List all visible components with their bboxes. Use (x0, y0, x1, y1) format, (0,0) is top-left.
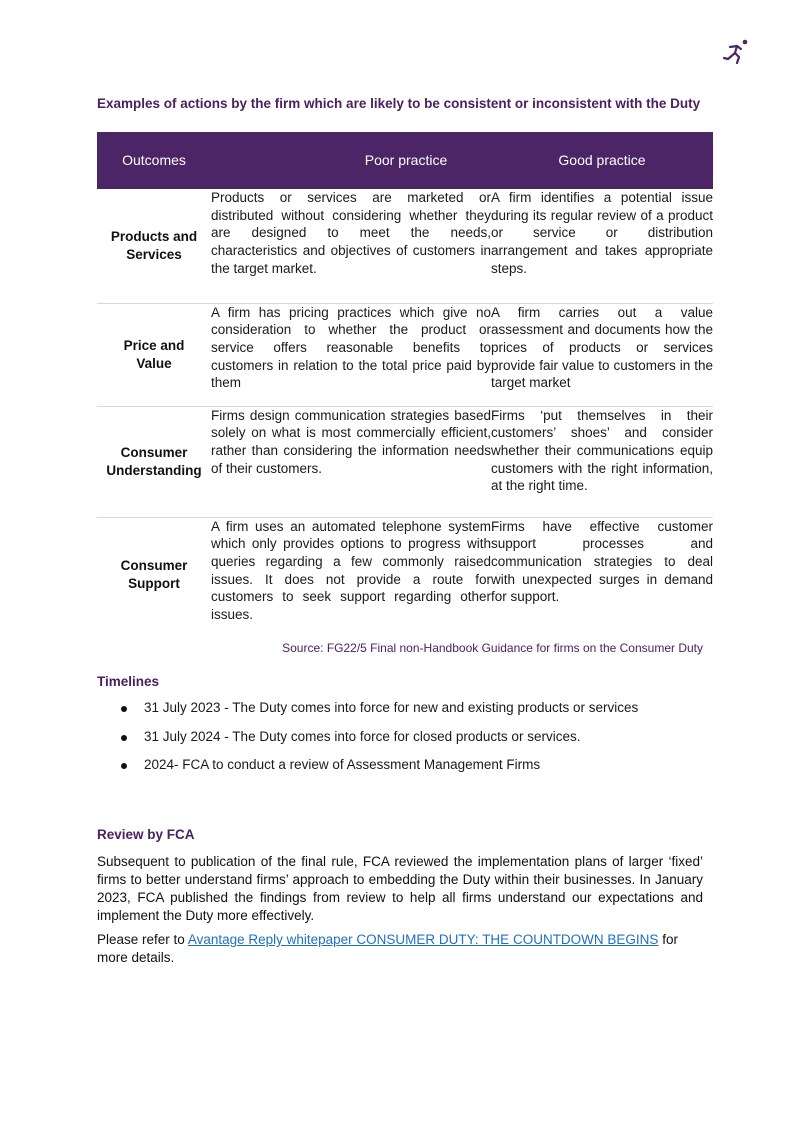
refer-paragraph (97, 931, 703, 967)
header-outcomes: Outcomes (97, 132, 211, 189)
table-title: Examples of actions by the firm which are likely to be consistent or inconsistent with the Duty (97, 96, 701, 111)
brand-logo-icon (722, 38, 750, 64)
list-item (97, 751, 638, 780)
poor-practice-cell (211, 517, 491, 632)
poor-practice-cell (211, 189, 491, 303)
timelines-heading: Timelines (97, 674, 160, 689)
review-paragraph: Subsequent to publication of the final rule, FCA reviewed the implementation plans of larger ‘fixed’ firms to better understand firms’ approach to embedding the Duty within their businesses. In January 2023, FCA published the findings from review to help all firms understand our expectations and implement the Duty more effectively. (97, 854, 703, 923)
good-practice-cell (491, 303, 713, 406)
table-row (97, 189, 713, 303)
whitepaper-link[interactable]: Avantage Reply whitepaper CONSUMER DUTY: THE COUNTDOWN BEGINS (187, 932, 659, 947)
timeline-text: 31 July 2023 - The Duty comes into force for new and existing products or services (144, 700, 639, 715)
outcome-cell (97, 517, 211, 632)
bullet-icon (121, 735, 127, 741)
table-row (97, 303, 713, 406)
bullet-icon (121, 706, 127, 712)
poor-practice-text: Products or services are marketed or distributed without considering whether they are designed to meet the needs, characteristics and objectives of customers in the target market. (211, 190, 491, 276)
header-good-practice: Good practice (491, 132, 713, 189)
refer-prefix: Please refer to (97, 932, 188, 947)
refer-suffix: for more details. (97, 932, 678, 965)
outcome-cell (97, 189, 211, 303)
good-practice-text: Firms ‘put themselves in their customers’ shoes’ and consider whether their communications equip customers with the right information, at the right time. (491, 407, 713, 494)
poor-practice-text: A firm uses an automated telephone system which only provides options to progress with queries regarding a few commonly raised issues. It does not provide a route for customers to seek support regarding other issues. (211, 518, 491, 623)
good-practice-cell (491, 406, 713, 517)
header-poor-practice: Poor practice (211, 132, 491, 189)
bullet-icon (121, 763, 127, 769)
table-source-note: Source: FG22/5 Final non-Handbook Guidance for firms on the Consumer Duty (282, 641, 703, 655)
poor-practice-text: A firm has pricing practices which give no consideration to whether the product or service offers reasonable benefits to customers in relation to the total price paid by them (211, 304, 491, 391)
list-item (97, 694, 638, 723)
good-practice-cell (491, 189, 713, 303)
timeline-text: 31 July 2024 - The Duty comes into force for closed products or services. (144, 728, 581, 744)
good-practice-text: Firms have effective customer support processes and communication strategies to deal with unexpected surges in demand for support. (491, 518, 713, 605)
list-item (97, 723, 638, 752)
outcome-cell (97, 303, 211, 406)
table-row (97, 517, 713, 632)
good-practice-cell (491, 517, 713, 632)
good-practice-text: A firm carries out a value assessment and documents how the prices of products or services provide fair value to customers in the target market (491, 304, 713, 391)
table-row (97, 406, 713, 517)
outcome-label: Consumer Support (120, 558, 188, 591)
outcome-label: Consumer Understanding (106, 444, 202, 478)
practice-table (97, 132, 713, 632)
table-header-row (97, 132, 713, 189)
outcome-label: Price and Value (123, 337, 185, 371)
poor-practice-cell (211, 406, 491, 517)
timeline-text: 2024- FCA to conduct a review of Assessment Management Firms (144, 757, 541, 773)
review-heading: Review by FCA (97, 827, 195, 842)
poor-practice-cell (211, 303, 491, 406)
outcome-cell (97, 406, 211, 517)
good-practice-text: A firm identifies a potential issue during its regular review of a product or service or distribution arrangement and takes appropriate steps. (491, 190, 713, 276)
outcome-label: Products and Services (110, 229, 198, 262)
timeline-list (97, 694, 638, 780)
poor-practice-text: Firms design communication strategies based solely on what is most commercially efficient, rather than considering the information needs of their customers. (211, 407, 491, 476)
